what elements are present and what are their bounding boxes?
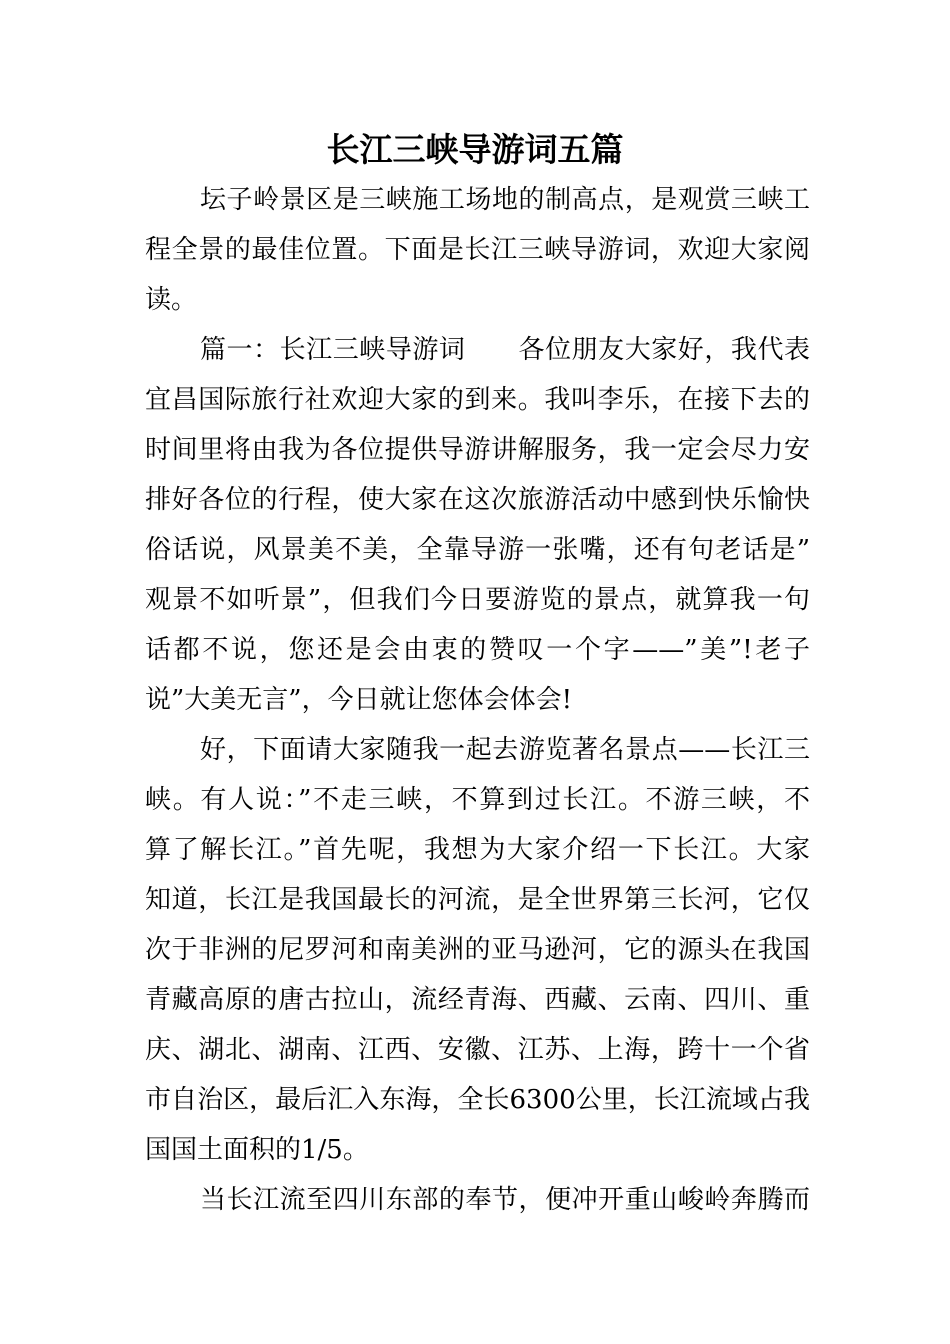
- text-line: 话都不说，您还是会由衷的赞叹一个字——”美”!老子: [145, 635, 810, 665]
- text-line: 程全景的最佳位置。下面是长江三峡导游词，欢迎大家阅: [145, 235, 810, 265]
- text-line: 说”大美无言”，今日就让您体会体会!: [145, 685, 573, 715]
- text-line: 峡。有人说：”不走三峡，不算到过长江。不游三峡，不: [145, 785, 810, 815]
- text-line: 次于非洲的尼罗河和南美洲的亚马逊河，它的源头在我国: [145, 935, 810, 965]
- text-line: 时间里将由我为各位提供导游讲解服务，我一定会尽力安: [145, 435, 810, 465]
- text-line: 观景不如听景”，但我们今日要游览的景点，就算我一句: [145, 585, 810, 615]
- text-line: 青藏高原的唐古拉山，流经青海、西藏、云南、四川、重: [145, 985, 810, 1015]
- text-line: 读。: [145, 285, 198, 315]
- text-line: 好，下面请大家随我一起去游览著名景点——长江三: [200, 735, 810, 765]
- text-line: 宜昌国际旅行社欢迎大家的到来。我叫李乐，在接下去的: [145, 385, 810, 415]
- text-line: 市自治区，最后汇入东海，全长6300公里，长江流域占我: [145, 1085, 810, 1115]
- document-title: 长江三峡导游词五篇: [326, 130, 624, 169]
- text-line: 当长江流至四川东部的奉节，便冲开重山峻岭奔腾而: [200, 1185, 810, 1215]
- text-line: 国国土面积的1/5。: [145, 1135, 369, 1165]
- text-line: 坛子岭景区是三峡施工场地的制高点，是观赏三峡工: [200, 185, 810, 215]
- text-line: 俗话说，风景美不美，全靠导游一张嘴，还有句老话是”: [145, 535, 810, 565]
- text-line: 庆、湖北、湖南、江西、安徽、江苏、上海，跨十一个省: [145, 1035, 810, 1065]
- text-line: 知道，长江是我国最长的河流，是全世界第三长河，它仅: [145, 885, 810, 915]
- text-line: 排好各位的行程，使大家在这次旅游活动中感到快乐愉快: [145, 485, 810, 515]
- text-line: 算了解长江。”首先呢，我想为大家介绍一下长江。大家: [145, 835, 810, 865]
- text-line: 篇一：长江三峡导游词 各位朋友大家好，我代表: [200, 335, 810, 365]
